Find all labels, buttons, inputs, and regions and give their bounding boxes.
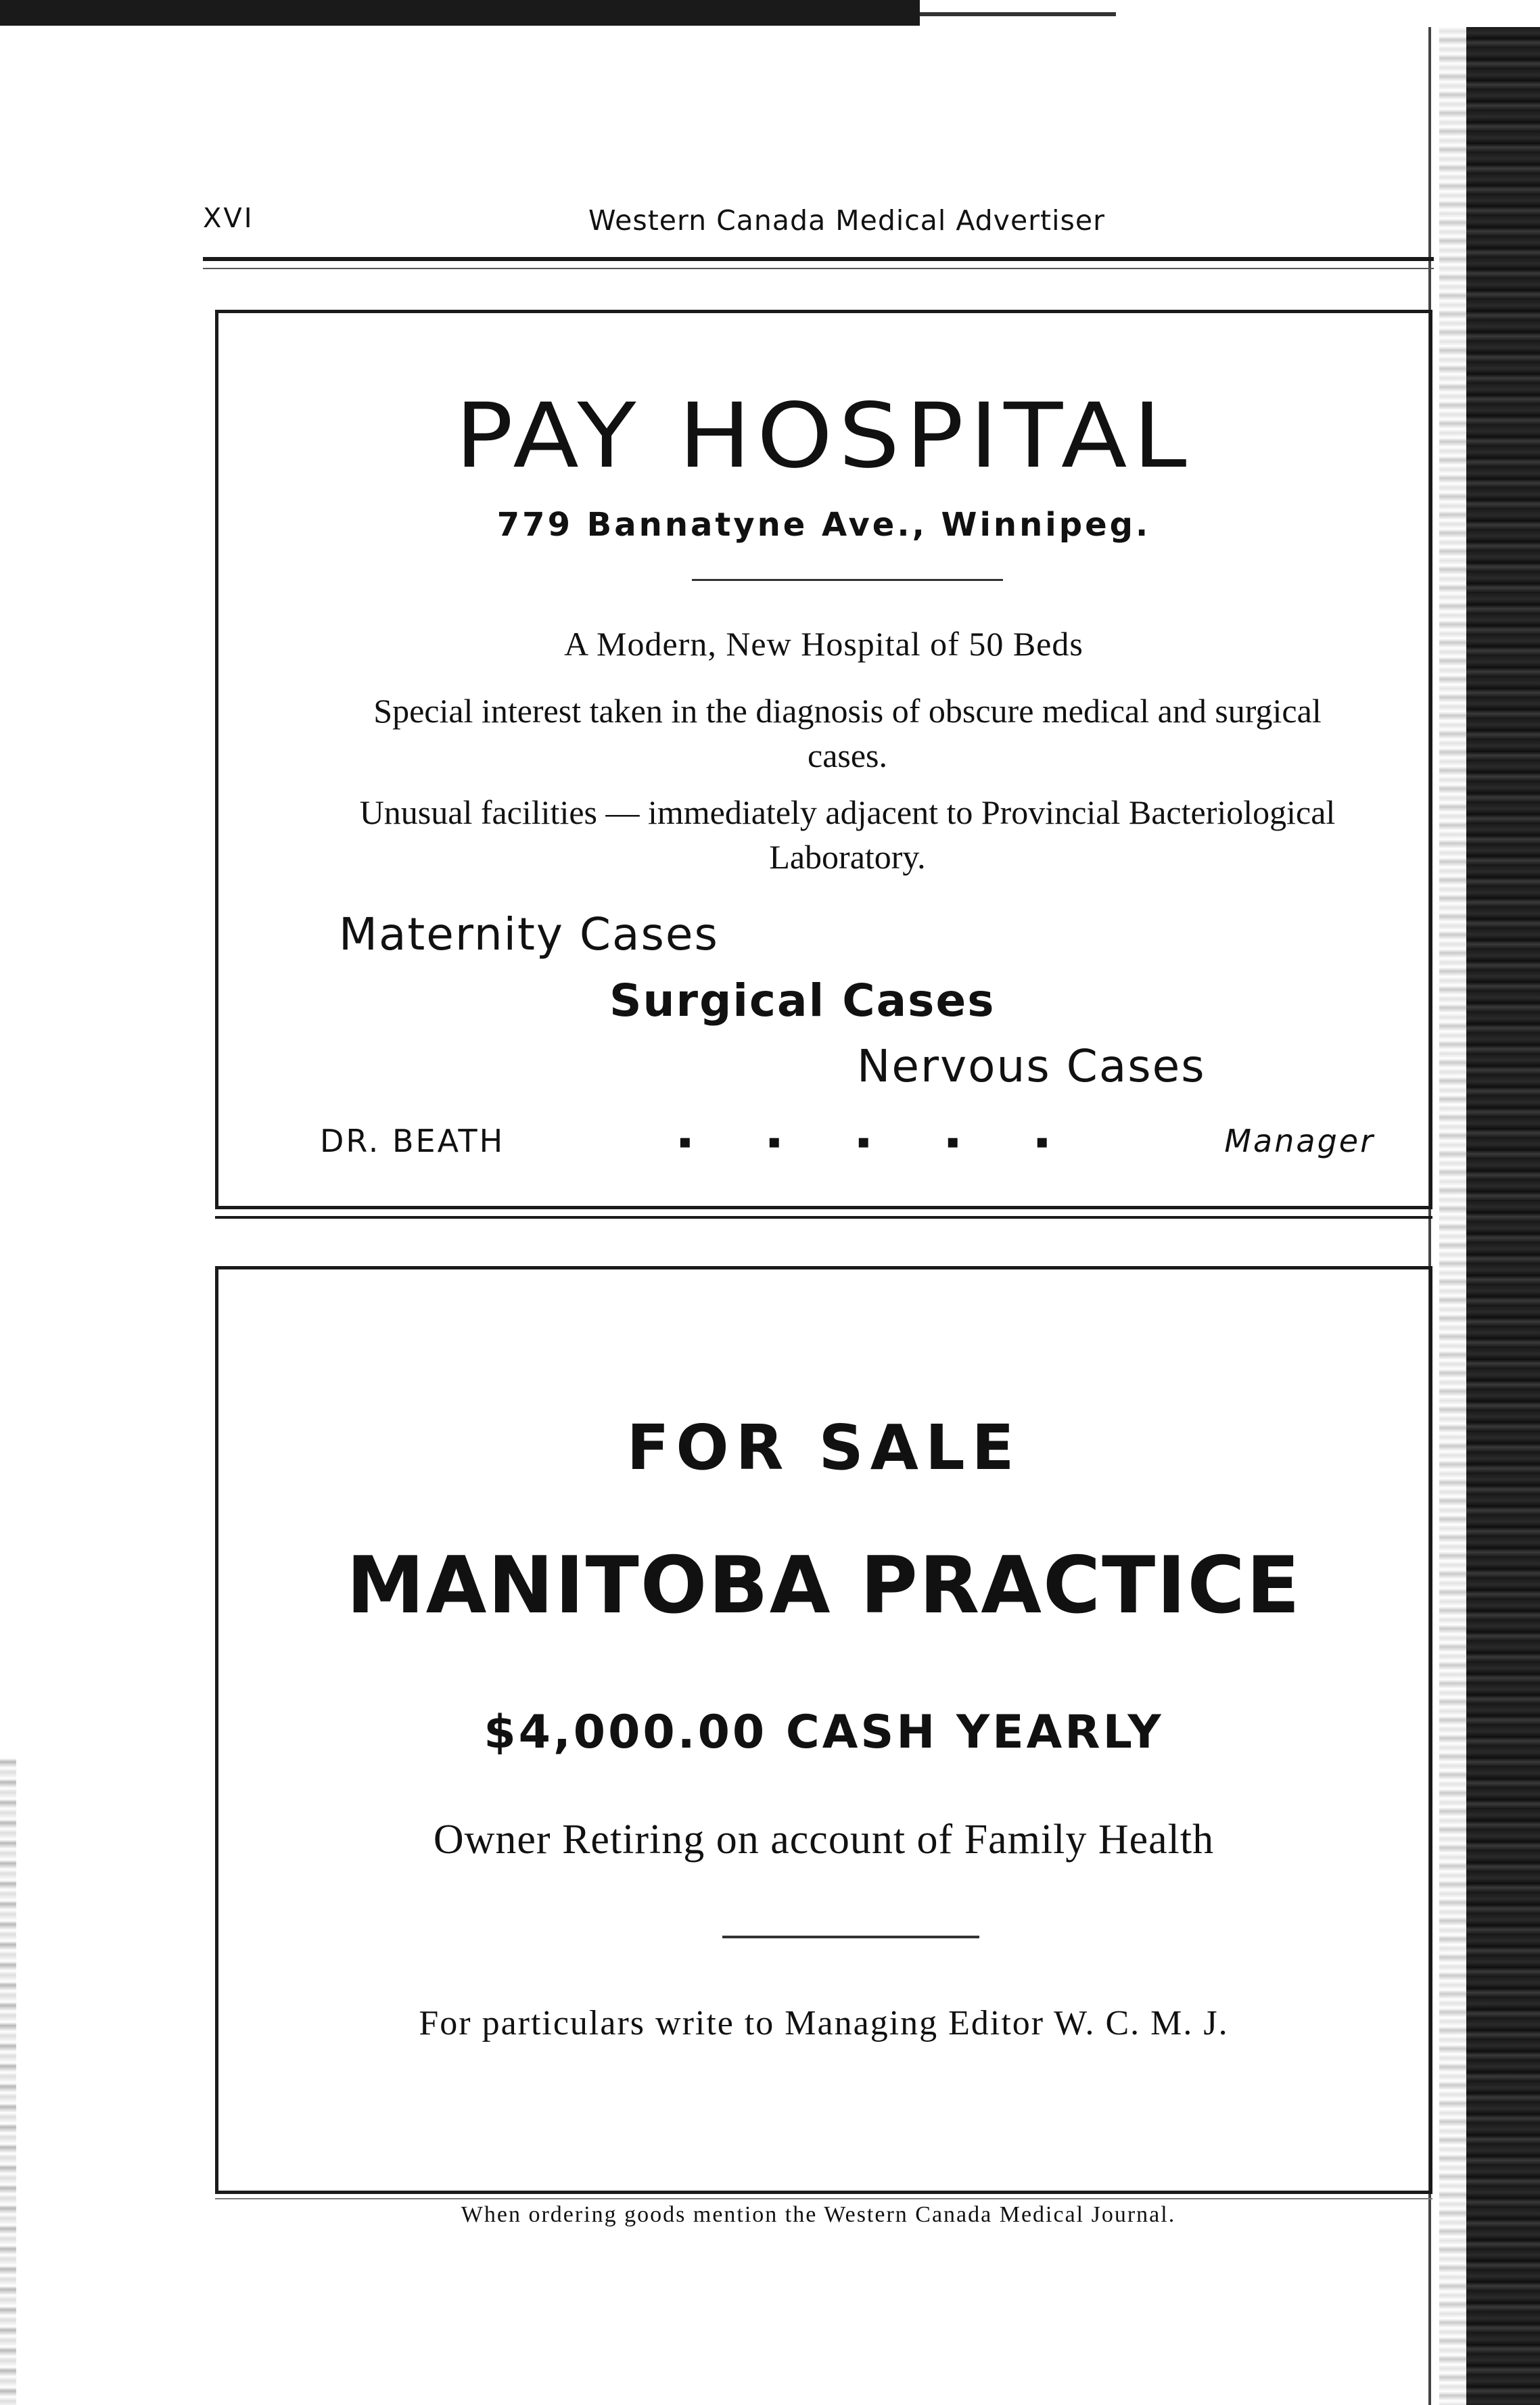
header-rule-secondary — [203, 268, 1434, 269]
page-footer: When ordering goods mention the Western Canada Medical Journal. — [461, 2202, 1176, 2227]
for-sale-advertisement — [215, 1266, 1432, 2194]
leader-dot: ▪ — [946, 1129, 962, 1152]
leader-dot: ▪ — [857, 1129, 872, 1152]
sale-income: $4,000.00 CASH YEARLY — [484, 1706, 1164, 1759]
sale-divider — [722, 1936, 979, 1938]
running-header — [203, 203, 1434, 257]
ad-separator — [215, 1216, 1432, 1219]
pay-hospital-advertisement — [215, 310, 1432, 1209]
hospital-manager-line — [320, 1123, 1375, 1159]
hospital-title: PAY HOSPITAL — [454, 384, 1193, 488]
hospital-facilities: Unusual facilities — immediately adjacent to Provincial Bacteriological Laboratory. — [359, 793, 1336, 876]
leader-dots — [678, 1130, 1050, 1152]
case-nervous: Nervous Cases — [857, 1040, 1206, 1092]
hospital-divider — [692, 579, 1003, 581]
sale-title: FOR SALE — [626, 1411, 1021, 1484]
sale-contact: For particulars write to Managing Editor W. C. M. J. — [419, 2004, 1229, 2042]
hospital-special-interest: Special interest taken in the diagnosis of obscure medical and surgical cases. — [373, 692, 1322, 774]
leader-dot: ▪ — [678, 1129, 694, 1152]
leader-dot: ▪ — [768, 1129, 783, 1152]
scan-top-border — [0, 0, 920, 26]
scan-top-border-thin — [920, 12, 1116, 16]
journal-title: Western Canada Medical Advertiser — [588, 204, 1105, 237]
hospital-description: A Modern, New Hospital of 50 Beds — [564, 625, 1083, 663]
scan-left-edge-noise — [0, 1758, 16, 2405]
doctor-name: DR. BEATH — [320, 1123, 505, 1159]
leader-dot: ▪ — [1035, 1129, 1051, 1152]
header-rule — [203, 257, 1434, 261]
bottom-rule — [215, 2198, 1432, 2199]
manager-role: Manager — [1224, 1123, 1375, 1159]
sale-practice: MANITOBA PRACTICE — [346, 1540, 1301, 1631]
page-number: XVI — [203, 203, 254, 234]
case-maternity: Maternity Cases — [339, 908, 719, 960]
sale-reason: Owner Retiring on account of Family Health — [433, 1817, 1215, 1863]
hospital-address: 779 Bannatyne Ave., Winnipeg. — [496, 506, 1151, 544]
case-surgical: Surgical Cases — [609, 975, 996, 1027]
